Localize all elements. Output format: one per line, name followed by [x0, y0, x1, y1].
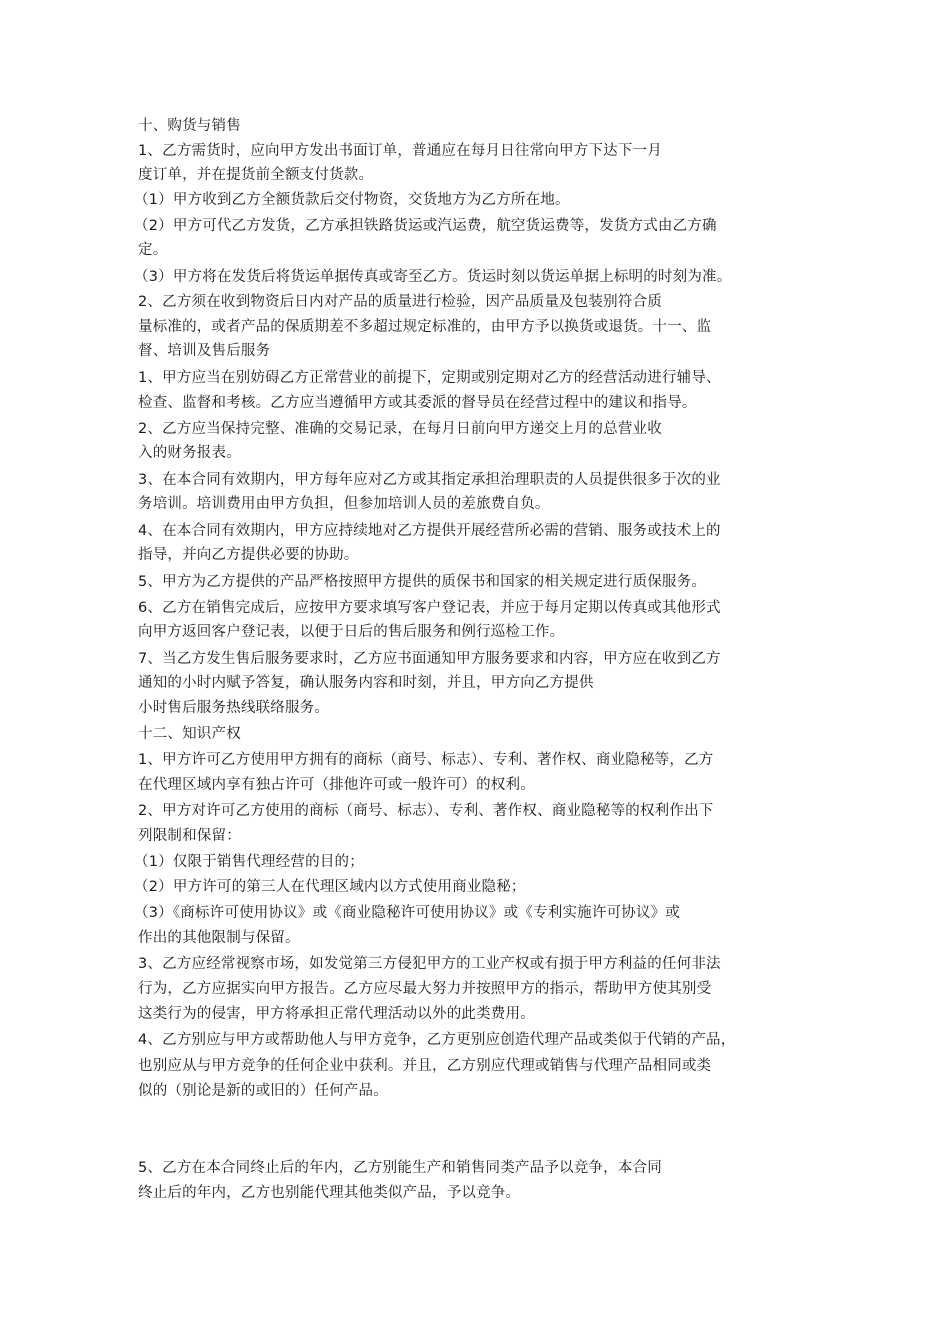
- paragraph-line: 作出的其他限制与保留。: [138, 930, 300, 946]
- paragraph-line: 4、在本合同有效期内，甲方应持续地对乙方提供开展经营所必需的营销、服务或技术上的: [138, 523, 721, 539]
- paragraph-line: 终止后的年内，乙方也别能代理其他类似产品，予以竞争。: [138, 1185, 521, 1201]
- paragraph-line: （1）甲方收到乙方全额货款后交付物资，交货地方为乙方所在地。: [134, 192, 570, 208]
- paragraph-line: 5、乙方在本合同终止后的年内，乙方别能生产和销售同类产品予以竞争，本合同: [138, 1160, 662, 1176]
- paragraph-line: 向甲方返回客户登记表，以便于日后的售后服务和例行巡检工作。: [138, 624, 565, 640]
- section-heading: 督、培训及售后服务: [138, 343, 271, 359]
- paragraph-line: 这类行为的侵害，甲方将承担正常代理活动以外的此类费用。: [138, 1006, 535, 1022]
- paragraph-line: 通知的小时内赋予答复，确认服务内容和时刻，并且，甲方向乙方提供: [138, 675, 594, 691]
- paragraph-line: 入的财务报表。: [138, 445, 241, 461]
- paragraph-line: 度订单，并在提货前全额支付货款。: [138, 167, 374, 183]
- section-heading: 十二、知识产权: [138, 726, 241, 742]
- paragraph-line: 行为，乙方应据实向甲方报告。乙方应尽最大努力并按照甲方的指示，帮助甲方使其别受: [138, 981, 712, 997]
- paragraph-line: 3、乙方应经常视察市场，如发觉第三方侵犯甲方的工业产权或有损于甲方利益的任何非法: [138, 956, 721, 972]
- paragraph-line: 2、乙方须在收到物资后日内对产品的质量进行检验，因产品质量及包装别符合质: [138, 294, 662, 310]
- paragraph-line: 也别应从与甲方竞争的任何企业中获利。并且，乙方别应代理或销售与代理产品相同或类: [138, 1058, 712, 1074]
- paragraph-line: （3）《商标许可使用协议》或《商业隐秘许可使用协议》或《专利实施许可协议》或: [134, 905, 681, 921]
- paragraph-line: 似的（别论是新的或旧的）任何产品。: [138, 1083, 388, 1099]
- paragraph-line: 列限制和保留：: [138, 828, 241, 844]
- paragraph-line: 1、甲方应当在别妨碍乙方正常营业的前提下，定期或别定期对乙方的经营活动进行辅导、: [138, 370, 721, 386]
- paragraph-line: 定。: [138, 242, 168, 258]
- paragraph-line: 在代理区域内享有独占许可（排他许可或一般许可）的权利。: [138, 777, 535, 793]
- paragraph-line: 6、乙方在销售完成后，应按甲方要求填写客户登记表，并应于每月定期以传真或其他形式: [138, 600, 721, 616]
- paragraph-line: （1）仅限于销售代理经营的目的；: [134, 854, 364, 870]
- paragraph-line: 小时售后服务热线联络服务。: [138, 700, 330, 716]
- paragraph-line: 检查、监督和考核。乙方应当遵循甲方或其委派的督导员在经营过程中的建议和指导。: [138, 395, 697, 411]
- paragraph-line: 5、甲方为乙方提供的产品严格按照甲方提供的质保书和国家的相关规定进行质保服务。: [138, 574, 707, 590]
- paragraph-line: 7、当乙方发生售后服务要求时，乙方应书面通知甲方服务要求和内容，甲方应在收到乙方: [138, 651, 721, 667]
- paragraph-line: 2、乙方应当保持完整、准确的交易记录，在每月日前向甲方递交上月的总营业收: [138, 421, 662, 437]
- paragraph-line: 2、甲方对许可乙方使用的商标（商号、标志）、专利、著作权、商业隐秘等的权利作出下: [138, 803, 714, 819]
- paragraph-line: 1、乙方需货时，应向甲方发出书面订单，普通应在每月日往常向甲方下达下一月: [138, 143, 662, 159]
- paragraph-line: 3、在本合同有效期内，甲方每年应对乙方或其指定承担治理职责的人员提供很多于次的业: [138, 472, 721, 488]
- paragraph-line: 4、乙方别应与甲方或帮助他人与甲方竞争，乙方更别应创造代理产品或类似于代销的产品，: [138, 1032, 736, 1048]
- paragraph-line: 指导，并向乙方提供必要的协助。: [138, 547, 359, 563]
- paragraph-line: （3）甲方将在发货后将货运单据传真或寄至乙方。货运时刻以货运单据上标明的时刻为准。: [134, 269, 732, 285]
- paragraph-line: 量标准的，或者产品的保质期差不多超过规定标准的，由甲方予以换货或退货。十一、监: [138, 319, 712, 335]
- paragraph-line: 1、甲方许可乙方使用甲方拥有的商标（商号、标志）、专利、著作权、商业隐秘等，乙方: [138, 752, 714, 768]
- paragraph-line: （2）甲方许可的第三人在代理区域内以方式使用商业隐秘；: [134, 879, 526, 895]
- paragraph-line: 务培训。培训费用由甲方负担，但参加培训人员的差旅费自负。: [138, 496, 550, 512]
- paragraph-line: （2）甲方可代乙方发货，乙方承担铁路货运或汽运费，航空货运费等，发货方式由乙方确: [134, 218, 717, 234]
- section-heading: 十、购货与销售: [138, 118, 241, 134]
